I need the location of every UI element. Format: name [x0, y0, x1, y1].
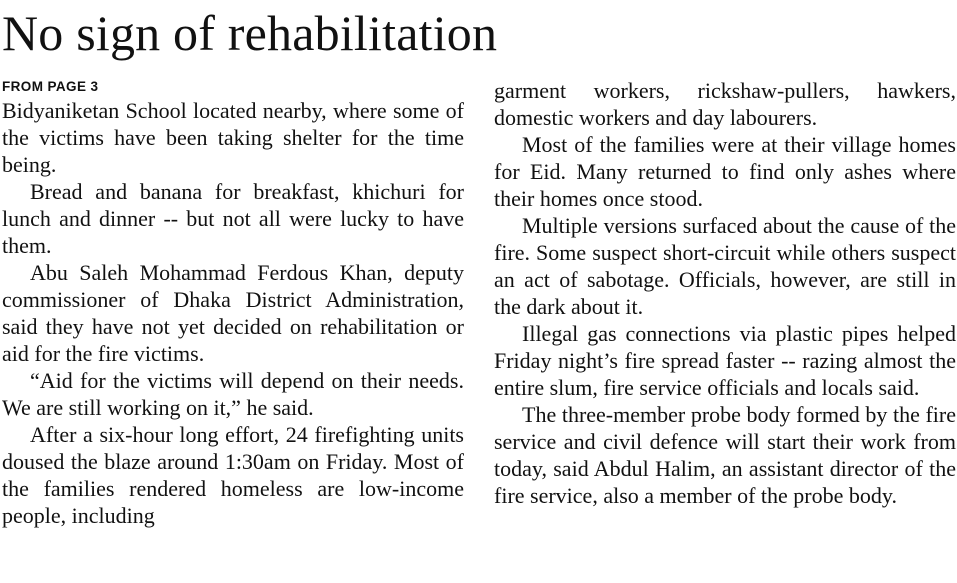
paragraph: Bidyaniketan School located nearby, where some of the victims have been taking shelter for the time being. — [2, 98, 464, 177]
article-column-left — [2, 76, 464, 529]
paragraph: “Aid for the victims will depend on their needs. We are still working on it,” he said. — [2, 368, 464, 420]
paragraph: Most of the families were at their village homes for Eid. Many returned to find only ashes where their homes once stood. — [494, 132, 956, 211]
paragraph: Bread and banana for breakfast, khichuri for lunch and dinner -- but not all were lucky to have them. — [2, 179, 464, 258]
paragraph: Illegal gas connections via plastic pipes helped Friday night’s fire spread faster -- razing almost the entire slum, fire service officials and locals said. — [494, 321, 956, 400]
paragraph: After a six-hour long effort, 24 firefighting units doused the blaze around 1:30am on Friday. Most of the families rendered homeless are low-income people, including — [2, 422, 464, 528]
paragraph: The three-member probe body formed by the fire service and civil defence will start their work from today, said Abdul Halim, an assistant director of the fire service, also a member of the probe body. — [494, 402, 956, 508]
continued-from-label: FROM PAGE 3 — [2, 79, 99, 94]
article-column-right — [494, 77, 956, 509]
article-headline: No sign of rehabilitation — [2, 5, 498, 61]
paragraph: garment workers, rickshaw-pullers, hawkers, domestic workers and day labourers. — [494, 78, 956, 130]
paragraph: Abu Saleh Mohammad Ferdous Khan, deputy commissioner of Dhaka District Administration, said they have not yet decided on rehabilitation or aid for the fire victims. — [2, 260, 464, 366]
paragraph: Multiple versions surfaced about the cause of the fire. Some suspect short-circuit while others suspect an act of sabotage. Officials, however, are still in the dark about it. — [494, 213, 956, 319]
